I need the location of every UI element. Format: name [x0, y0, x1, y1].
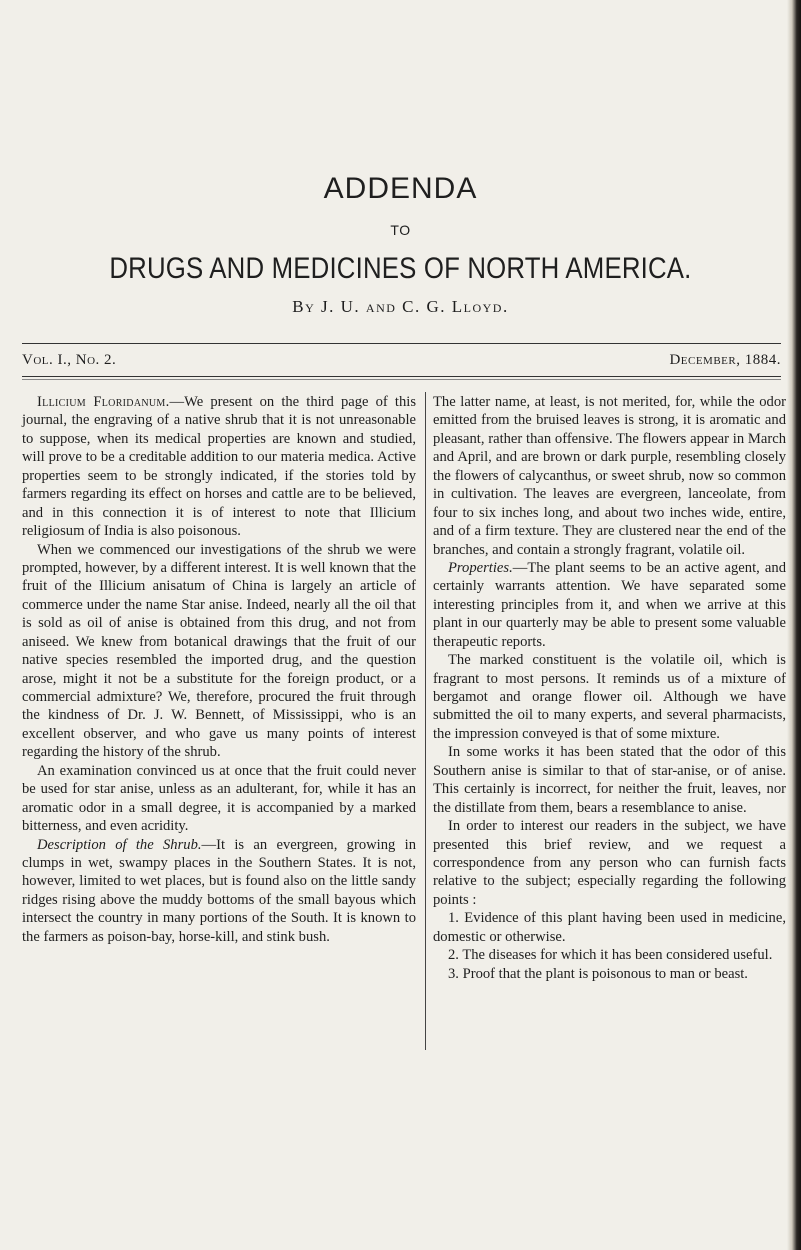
header-rule — [22, 376, 781, 377]
title-connector: TO — [390, 222, 411, 238]
list-item: 3. Proof that the plant is poisonous to man or beast. — [448, 965, 748, 982]
header-rule-thin — [22, 379, 781, 380]
paragraph: In order to interest our readers in the subject, we have presented this brief review, and we request a correspondence from any person who can furnish facts relative to the subject; especially regarding the following points : — [433, 818, 786, 908]
section-heading: Illicium Floridanum. — [37, 394, 170, 410]
list-item: 1. Evidence of this plant having been used in medicine, domestic or otherwise. — [433, 910, 786, 945]
paragraph: When we commenced our investigations of the shrub we were prompted, however, by a different interest. It is well known that the fruit of the Illicium anisatum of China is largely an article of commerce under the name Star anise. Indeed, nearly all the oil that is sold as oil of anise is obtained from this drug, and not from aniseed. We knew from botanical drawings that the fruit of our native species resembled the imported drug, and the question arose, might it not be a substitute for the foreign product, or a commercial admixture? We, therefore, procured the fruit through the kindness of Dr. J. W. Bennett, of Mississippi, who is an excellent observer, and who gave us many points of interest regarding the history of the shrub. — [22, 541, 416, 761]
paragraph: In some works it has been stated that the odor of this Southern anise is similar to that of star-anise, or of anise. This certainly is incorrect, for neither the fruit, leaves, nor the distillate from them, bears a resemblance to anise. — [433, 744, 786, 816]
left-column — [22, 393, 416, 946]
page-subtitle: DRUGS AND MEDICINES OF NORTH AMERICA. — [109, 252, 692, 285]
paragraph — [22, 836, 416, 947]
section-heading: Properties. — [448, 559, 513, 576]
column-divider — [425, 392, 426, 1050]
paragraph: An examination convinced us at once that the fruit could never be used for star anise, unless as an adulterant, for, while it has an aromatic odor in a small degree, it is accompanied by a marked bitterness, and even acridity. — [22, 762, 416, 835]
paragraph: The latter name, at least, is not merited, for, while the odor emitted from the bruised leaves is strong, it is aromatic and pleasant, rather than offensive. The flowers appear in March and April, and are brown or dark purple, resembling closely the flowers of calycanthus, or sweet shrub, now so common in cultivation. The leaves are evergreen, lanceolate, from four to six inches long, and about two inches wide, entire, and of a firm texture. They are clustered near the end of the branches, and contain a strongly fragrant, volatile oil. — [433, 394, 786, 558]
byline: By J. U. and C. G. Lloyd. — [292, 297, 509, 316]
top-rule — [22, 343, 781, 344]
paragraph-text: —The plant seems to be an active agent, and certainly warrants attention. We have separated some interesting principles from it, and when we arrive at this plant in our quarterly may be able to present some valuable therapeutic reports. — [433, 559, 786, 650]
paragraph-text: —We present on the third page of this journal, the engraving of a native shrub that it is not unreasonable to suppose, when its medical properties are known and studied, will prove to be a creditable addition to our materia medica. Active properties seem to be strongly indicated, if the stories told by farmers regarding its effect on horses and cattle are to be believed, and in this connection it is of interest to note that Illicium religiosum of India is also poisonous. — [22, 394, 417, 540]
paragraph — [433, 559, 786, 651]
list-item: 2. The diseases for which it has been considered useful. — [448, 947, 773, 964]
volume-number: Vol. I., No. 2. — [22, 352, 117, 368]
right-column — [433, 393, 786, 983]
issue-date: December, 1884. — [669, 352, 781, 368]
paragraph-text: —It is an evergreen, growing in clumps in wet, swampy places in the Southern States. It is not, however, limited to wet places, but is found also on the little sandy ridges rising above the muddy bottoms of the small bayous which intersect the country in many portions of the South. It is known to the farmers as poison-bay, horse-kill, and stink bush. — [22, 836, 416, 945]
section-heading: Description of the Shrub. — [37, 836, 202, 853]
paragraph: The marked constituent is the volatile oil, which is fragrant to most persons. It reminds us of a mixture of bergamot and orange flower oil. Although we have submitted the oil to many experts, and several pharmacists, the impression conveyed is that of some mixture. — [433, 652, 786, 742]
page-title: ADDENDA — [323, 172, 478, 205]
paragraph — [22, 393, 416, 541]
